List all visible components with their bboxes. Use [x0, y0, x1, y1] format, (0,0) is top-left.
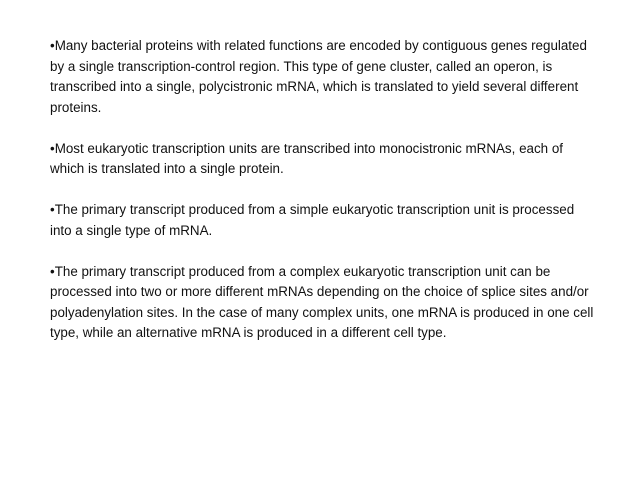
bullet-monocistronic: •Most eukaryotic transcription units are transcribed into monocistronic mRNAs, each of which is translated into a single protein. — [50, 140, 563, 176]
slide-body — [50, 36, 598, 364]
bullet-operon: •Many bacterial proteins with related functions are encoded by contiguous genes regulated by a single transcription-control region. This type of gene cluster, called an operon, is transcribed into a single, polycistronic mRNA, which is translated to yield several different proteins. — [50, 38, 587, 115]
bullet-simple-unit: •The primary transcript produced from a simple eukaryotic transcription unit is processed into a single type of mRNA. — [50, 202, 575, 238]
bullet-complex-unit: •The primary transcript produced from a complex eukaryotic transcription unit can be processed into two or more different mRNAs depending on the choice of splice sites and/or polyadenylation sites. In the case of many complex units, one mRNA is produced in one cell type, while an alternative mRNA is produced in a different cell type. — [50, 263, 594, 340]
